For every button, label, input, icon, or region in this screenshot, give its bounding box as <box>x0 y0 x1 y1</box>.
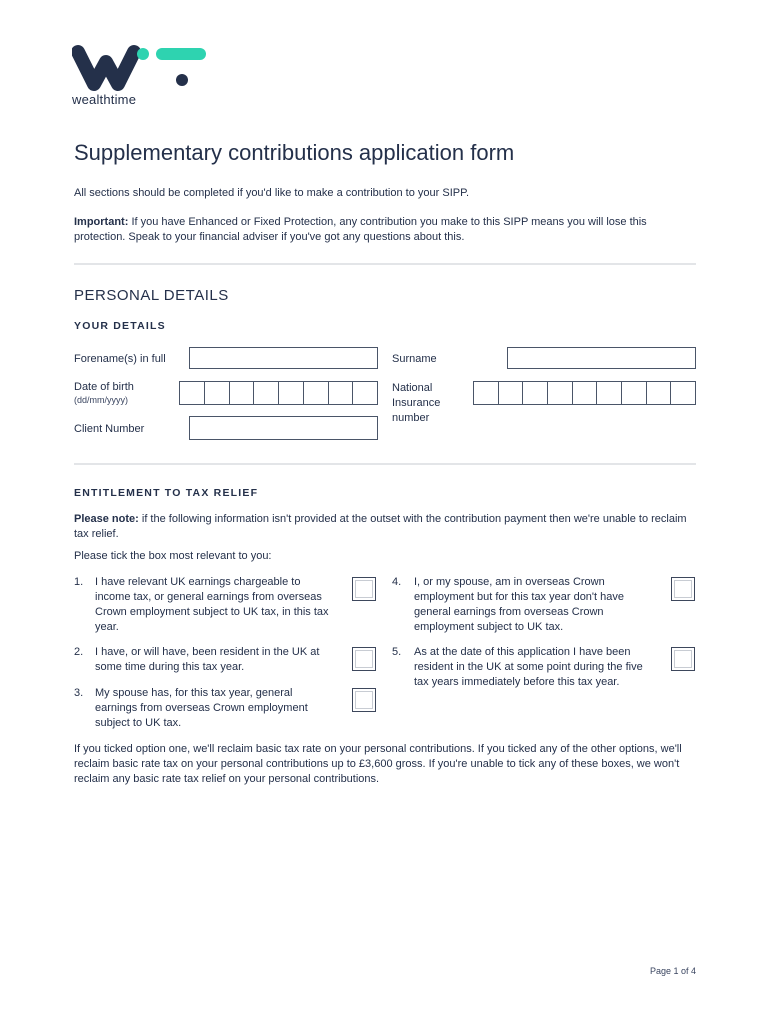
option-4-text: I, or my spouse, am in overseas Crown employment but for this tax year don't have general earnings from overseas Crown employment subject to UK tax. <box>414 576 624 633</box>
important-label: Important: <box>74 216 129 228</box>
dob-label: Date of birth <box>74 381 134 393</box>
personal-details-heading: PERSONAL DETAILS <box>74 287 229 304</box>
option-number: 2. <box>74 646 84 658</box>
surname-field[interactable] <box>507 347 696 369</box>
option-5-checkbox[interactable] <box>671 647 695 671</box>
client-number-field[interactable] <box>189 416 378 440</box>
page-number: Page 1 of 4 <box>649 966 696 976</box>
intro-text: All sections should be completed if you'd like to make a contribution to your SIPP. <box>74 187 470 199</box>
important-note <box>74 215 696 245</box>
logo-wordmark: wealthtime <box>72 92 137 107</box>
ni-label: National Insurance number <box>392 382 441 424</box>
tax-note-label: Please note: <box>74 513 139 525</box>
option-number: 3. <box>74 687 84 699</box>
important-text: If you have Enhanced or Fixed Protection, any contribution you make to this SIPP means you will lose this protection. Speak to your financial adviser if you've got any questions about this. <box>74 216 647 243</box>
option-2-checkbox[interactable] <box>352 647 376 671</box>
option-number: 1. <box>74 576 84 588</box>
page-title: Supplementary contributions application form <box>74 140 515 165</box>
forename-label: Forename(s) in full <box>74 353 166 365</box>
option-3-text: My spouse has, for this tax year, general earnings from overseas Crown employment subject to UK tax. <box>95 687 308 729</box>
tax-note-text: if the following information isn't provided at the outset with the contribution payment then we're unable to reclaim tax relief. <box>74 513 687 540</box>
option-3-checkbox[interactable] <box>352 688 376 712</box>
option-number: 5. <box>392 646 402 658</box>
client-number-label: Client Number <box>74 423 145 435</box>
tax-relief-heading: ENTITLEMENT TO TAX RELIEF <box>74 487 259 499</box>
tax-note <box>74 512 696 542</box>
ni-field[interactable] <box>473 381 696 405</box>
dob-field[interactable] <box>179 381 378 405</box>
divider <box>74 263 696 265</box>
tick-instruction: Please tick the box most relevant to you: <box>74 550 272 562</box>
tax-relief-footer: If you ticked option one, we'll reclaim basic tax rate on your personal contributions. If you ticked any of the other options, we'll reclaim basic rate tax on your personal contributions up to £3,600 gross. If you're unable to tick any of these boxes, we won't reclaim any basic rate tax relief on your personal contributions. <box>74 743 682 785</box>
option-2-text: I have, or will have, been resident in the UK at some time during this tax year. <box>95 646 320 673</box>
option-4-checkbox[interactable] <box>671 577 695 601</box>
surname-label: Surname <box>392 353 437 365</box>
divider <box>74 463 696 465</box>
forename-field[interactable] <box>189 347 378 369</box>
option-1-text: I have relevant UK earnings chargeable to income tax, or general earnings from overseas Crown employment subject to UK tax, in this tax year. <box>95 576 329 633</box>
option-1-checkbox[interactable] <box>352 577 376 601</box>
option-number: 4. <box>392 576 402 588</box>
dob-format-hint: (dd/mm/yyyy) <box>74 395 128 405</box>
option-5-text: As at the date of this application I have been resident in the UK at some point during the five tax years immediately before this tax year. <box>414 646 643 688</box>
your-details-subheading: YOUR DETAILS <box>74 320 166 332</box>
